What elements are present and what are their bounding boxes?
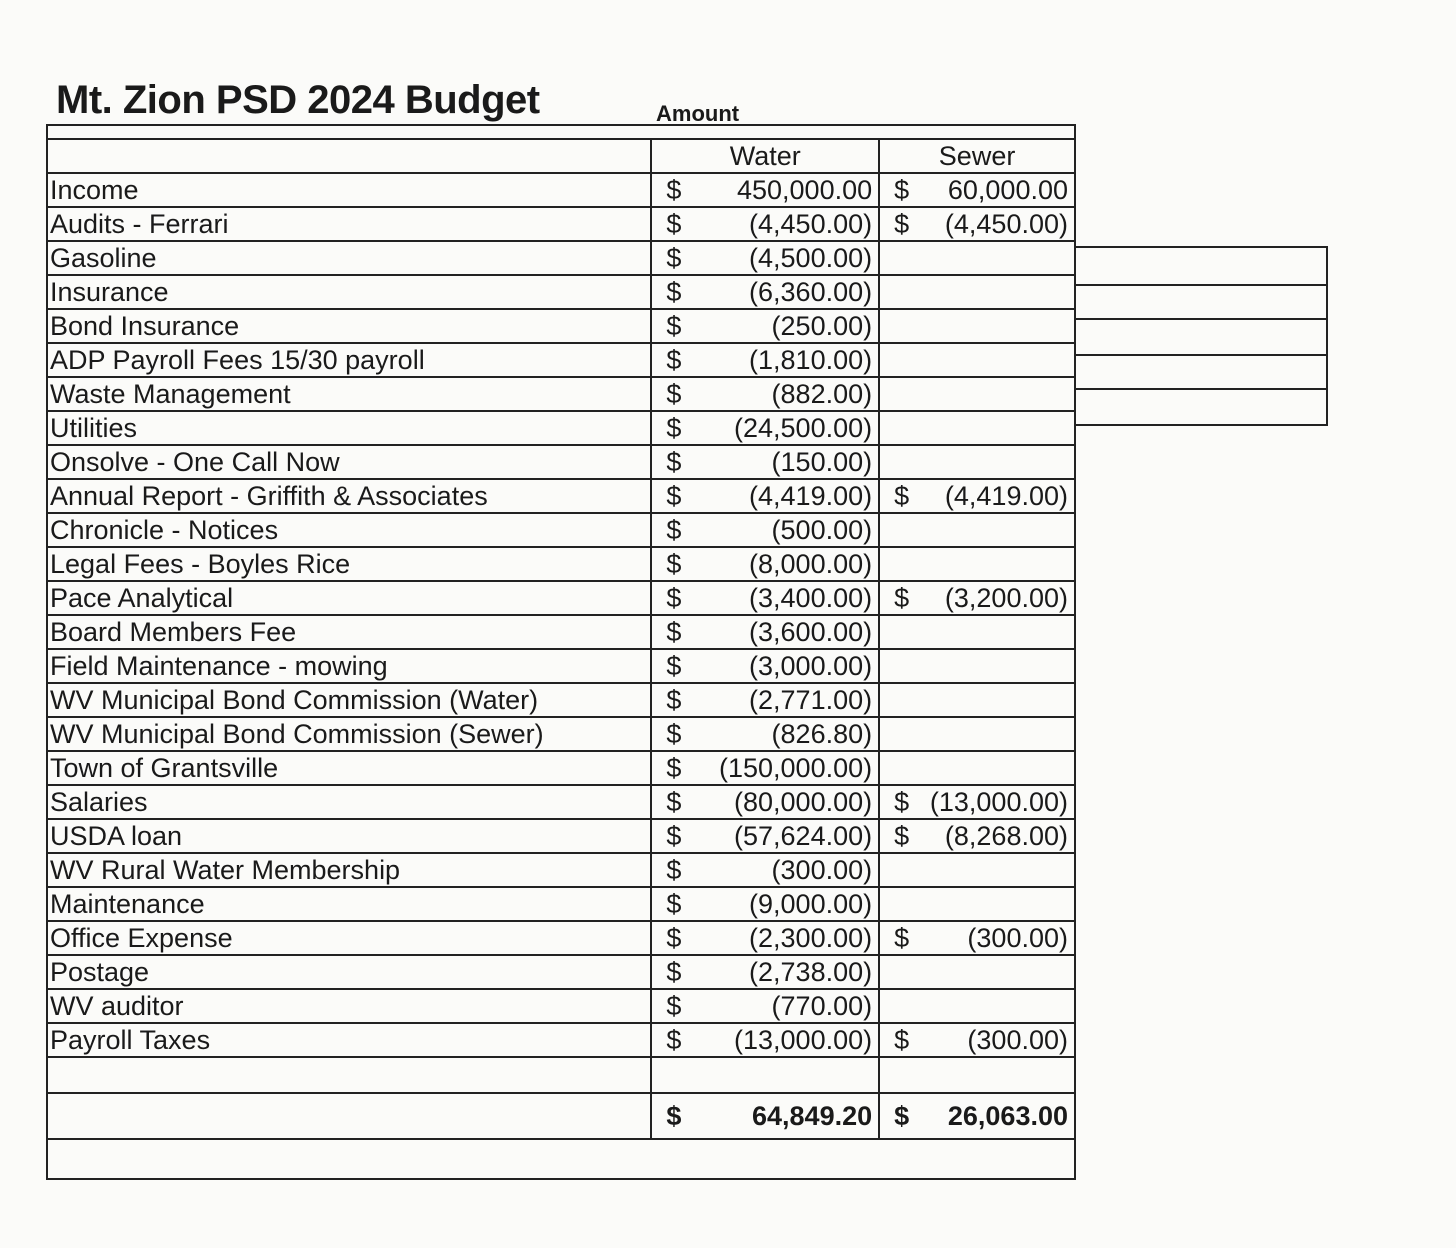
row-water [651,649,879,683]
water-value: (3,600.00) [749,616,873,647]
table-row [46,615,1075,649]
extra-grid [1076,246,1328,426]
total-sewer-sign: $ [894,1100,910,1131]
water-value: (57,624.00) [734,820,873,851]
row-label: Office Expense [46,921,651,955]
table-row [46,887,1075,921]
row-water [651,921,879,955]
water-sign: $ [666,276,682,307]
row-label: WV Municipal Bond Commission (Sewer) [46,717,651,751]
water-sign: $ [666,650,682,681]
row-label: WV auditor [46,989,651,1023]
total-water-value: 64,849.20 [752,1100,873,1131]
row-label: Town of Grantsville [46,751,651,785]
total-label [46,1093,651,1139]
water-sign: $ [666,888,682,919]
row-label: Salaries [46,785,651,819]
row-sewer [879,445,1075,479]
row-water [651,173,879,207]
row-sewer [879,513,1075,547]
row-label: Gasoline [46,241,651,275]
water-value: (150.00) [771,446,873,477]
row-sewer [879,887,1075,921]
sewer-sign: $ [894,174,910,205]
table-row [46,717,1075,751]
water-sign: $ [666,990,682,1021]
total-water-sign: $ [666,1100,682,1131]
blank-row [46,1057,1075,1093]
row-sewer [879,581,1075,615]
water-sign: $ [666,684,682,715]
row-label: Utilities [46,411,651,445]
row-water [651,479,879,513]
row-water [651,309,879,343]
sewer-sign: $ [894,582,910,613]
row-label: Board Members Fee [46,615,651,649]
row-sewer [879,853,1075,887]
sewer-value: (4,419.00) [944,480,1068,511]
header-water: Water [651,139,879,173]
water-value: (3,400.00) [749,582,873,613]
water-value: (6,360.00) [749,276,873,307]
table-row [46,785,1075,819]
extra-grid-line [1076,318,1328,320]
row-sewer [879,547,1075,581]
row-sewer [879,275,1075,309]
water-sign: $ [666,412,682,443]
row-label: Insurance [46,275,651,309]
sewer-sign: $ [894,786,910,817]
row-label: Pace Analytical [46,581,651,615]
total-row [46,1093,1075,1139]
row-label: WV Municipal Bond Commission (Water) [46,683,651,717]
row-label: Payroll Taxes [46,1023,651,1057]
sewer-value: (4,450.00) [944,208,1068,239]
table-row [46,377,1075,411]
water-sign: $ [666,446,682,477]
row-sewer [879,1023,1075,1057]
water-sign: $ [666,718,682,749]
sewer-sign: $ [894,480,910,511]
water-value: (9,000.00) [749,888,873,919]
sewer-value: (300.00) [967,922,1068,953]
row-water [651,955,879,989]
row-label: Maintenance [46,887,651,921]
sewer-value: 60,000.00 [947,174,1068,205]
row-label: Audits - Ferrari [46,207,651,241]
budget-table [46,138,1076,1140]
table-row [46,989,1075,1023]
row-sewer [879,785,1075,819]
row-sewer [879,173,1075,207]
row-sewer [879,819,1075,853]
page-title: Mt. Zion PSD 2024 Budget [56,78,540,122]
total-sewer [879,1093,1075,1139]
water-sign: $ [666,786,682,817]
water-sign: $ [666,548,682,579]
row-sewer [879,309,1075,343]
row-water [651,887,879,921]
water-value: (4,500.00) [749,242,873,273]
water-value: (2,300.00) [749,922,873,953]
row-water [651,207,879,241]
water-sign: $ [666,344,682,375]
water-sign: $ [666,310,682,341]
row-water [651,513,879,547]
water-value: (2,771.00) [749,684,873,715]
amount-label: Amount [656,101,740,126]
table-row [46,173,1075,207]
table-row [46,445,1075,479]
row-water [651,377,879,411]
water-value: (770.00) [771,990,873,1021]
row-water [651,275,879,309]
water-value: 450,000.00 [736,174,873,205]
row-sewer [879,649,1075,683]
row-label: Field Maintenance - mowing [46,649,651,683]
row-label: Postage [46,955,651,989]
sewer-value: (8,268.00) [944,820,1068,851]
table-row [46,751,1075,785]
water-sign: $ [666,956,682,987]
water-sign: $ [666,752,682,783]
row-label: Onsolve - One Call Now [46,445,651,479]
table-row [46,581,1075,615]
water-sign: $ [666,514,682,545]
water-sign: $ [666,174,682,205]
row-water [651,241,879,275]
row-sewer [879,751,1075,785]
water-value: (4,419.00) [749,480,873,511]
row-water [651,343,879,377]
water-value: (150,000.00) [719,752,873,783]
row-water [651,853,879,887]
table-row [46,921,1075,955]
row-sewer [879,989,1075,1023]
water-value: (8,000.00) [749,548,873,579]
water-value: (500.00) [771,514,873,545]
header-row [46,139,1075,173]
extra-grid-line [1076,284,1328,286]
table-row [46,547,1075,581]
row-label: WV Rural Water Membership [46,853,651,887]
table-row [46,1023,1075,1057]
table-row [46,207,1075,241]
water-value: (80,000.00) [734,786,873,817]
table-row [46,649,1075,683]
water-value: (300.00) [771,854,873,885]
table-row [46,819,1075,853]
sewer-value: (13,000.00) [929,786,1068,817]
row-sewer [879,241,1075,275]
extra-grid-line [1076,354,1328,356]
row-water [651,989,879,1023]
row-sewer [879,479,1075,513]
table-row [46,955,1075,989]
table-row [46,309,1075,343]
table-row [46,343,1075,377]
header-sewer: Sewer [879,139,1075,173]
row-label: Waste Management [46,377,651,411]
row-sewer [879,207,1075,241]
sewer-value: (300.00) [967,1024,1068,1055]
water-sign: $ [666,854,682,885]
row-sewer [879,717,1075,751]
water-sign: $ [666,616,682,647]
water-sign: $ [666,378,682,409]
row-sewer [879,615,1075,649]
sewer-sign: $ [894,208,910,239]
water-sign: $ [666,582,682,613]
row-water [651,445,879,479]
row-water [651,547,879,581]
water-value: (826.80) [771,718,873,749]
water-value: (1,810.00) [749,344,873,375]
row-sewer [879,377,1075,411]
row-sewer [879,343,1075,377]
total-sewer-value: 26,063.00 [947,1100,1068,1131]
row-water [651,785,879,819]
water-value: (250.00) [771,310,873,341]
row-water [651,615,879,649]
row-water [651,717,879,751]
extra-grid-line [1076,388,1328,390]
header-blank [46,139,651,173]
table-row [46,683,1075,717]
water-sign: $ [666,208,682,239]
water-sign: $ [666,1024,682,1055]
table-row [46,513,1075,547]
row-water [651,411,879,445]
water-value: (24,500.00) [734,412,873,443]
water-value: (4,450.00) [749,208,873,239]
water-sign: $ [666,242,682,273]
table-row [46,411,1075,445]
water-value: (2,738.00) [749,956,873,987]
water-sign: $ [666,480,682,511]
row-label: Legal Fees - Boyles Rice [46,547,651,581]
row-water [651,751,879,785]
water-value: (13,000.00) [734,1024,873,1055]
sewer-sign: $ [894,820,910,851]
row-label: Bond Insurance [46,309,651,343]
row-label: Chronicle - Notices [46,513,651,547]
water-value: (3,000.00) [749,650,873,681]
row-water [651,683,879,717]
sewer-sign: $ [894,922,910,953]
table-row [46,275,1075,309]
row-sewer [879,921,1075,955]
row-label: ADP Payroll Fees 15/30 payroll [46,343,651,377]
total-water [651,1093,879,1139]
row-water [651,581,879,615]
row-sewer [879,955,1075,989]
sewer-sign: $ [894,1024,910,1055]
table-row [46,241,1075,275]
table-row [46,853,1075,887]
row-water [651,1023,879,1057]
row-label: USDA loan [46,819,651,853]
water-sign: $ [666,922,682,953]
row-water [651,819,879,853]
row-label: Annual Report - Griffith & Associates [46,479,651,513]
row-sewer [879,411,1075,445]
sewer-value: (3,200.00) [944,582,1068,613]
row-sewer [879,683,1075,717]
table-row [46,479,1075,513]
row-label: Income [46,173,651,207]
water-sign: $ [666,820,682,851]
water-value: (882.00) [771,378,873,409]
